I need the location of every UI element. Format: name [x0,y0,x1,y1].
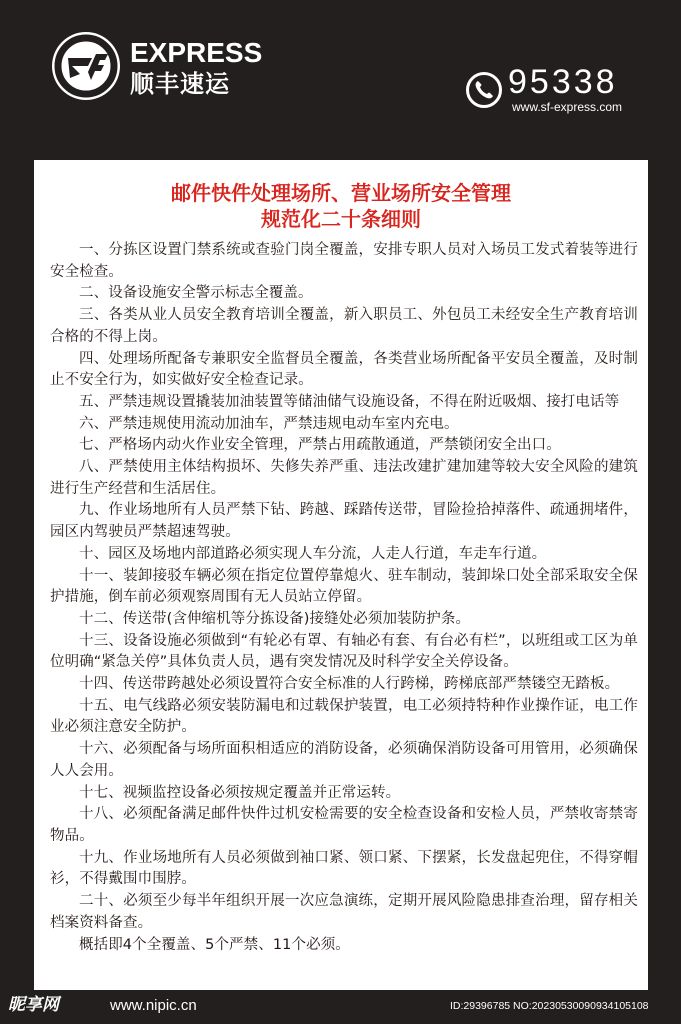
rule-item: 五、严禁违规设置撬装加油装置等储油储气设施设备，不得在附近吸烟、接打电话等 [79,393,620,410]
phone-icon [466,72,502,108]
rule-item: 六、严禁违规使用流动加油车，严禁违规电动车室内充电。 [79,415,459,432]
rule-item: 二十、必须至少每半年组织开展一次应急演练，定期开展风险隐患排查治理，留存相关档案资料备查。 [50,893,638,931]
rule-item: 十九、作业场地所有人员必须做到袖口紧、领口紧、下摆紧，长发盘起兜住，不得穿帽衫，不得戴围巾围脖。 [50,849,638,888]
rule-item: 一、分拣区设置门禁系统或查验门岗全覆盖，安排专职人员对入场员工发式着装等进行安全检查。 [50,242,638,280]
document-title-line1: 邮件快件处理场所、营业场所安全管理 [171,181,511,205]
website-url: www.sf-express.com [512,100,623,114]
rule-item: 十六、必须配备与场所面积相适应的消防设备，必须确保消防设备可用管用，必须确保人人会用。 [50,741,638,779]
watermark-site-logo: 昵享网 [8,995,59,1015]
document-title-line2: 规范化二十条细则 [261,207,421,231]
notice-panel [34,160,648,990]
rule-item: 十二、传送带(含伸缩机等分拣设备)接缝处必须加装防护条。 [79,610,471,627]
rule-summary: 概括即4个全覆盖、5个严禁、11个必须。 [79,936,350,953]
rule-item: 二、设备设施安全警示标志全覆盖。 [79,285,313,302]
rules-list [50,240,638,956]
rule-item: 十一、装卸接驳车辆必须在指定位置停靠熄火、驻车制动，装卸垛口处全部采取安全保护措施，倒车前必须观察周围有无人员站立停留。 [50,567,638,606]
rule-item: 三、各类从业人员安全教育培训全覆盖，新入职员工、外包员工未经安全生产教育培训合格的不得上岗。 [50,307,638,345]
rule-item: 九、作业场地所有人员严禁下钻、跨越、踩踏传送带，冒险捡拾掉落件、疏通拥堵件，园区内驾驶员严禁超速驾驶。 [50,502,638,541]
brand-chinese: 顺丰速运 [130,70,230,98]
rule-item: 十五、电气线路必须安装防漏电和过载保护装置，电工必须持特种作业操作证，电工作业必须注意安全防护。 [50,697,638,736]
rule-item: 四、处理场所配备专兼职安全监督员全覆盖，各类营业场所配备平安员全覆盖，及时制止不安全行为，如实做好安全检查记录。 [50,350,638,389]
rule-item: 十四、传送带跨越处必须设置符合安全标准的人行跨梯，跨梯底部严禁镂空无踏板。 [79,676,620,693]
rule-item: 八、严禁使用主体结构损坏、失修失养严重、违法改建扩建加建等较大安全风险的建筑进行生产经营和生活居住。 [50,459,638,497]
watermark-image-id: ID:29396785 NO:20230530090934105108 [450,1000,649,1012]
rule-item: 十七、视频监控设备必须按规定覆盖并正常运转。 [79,784,401,801]
brand-english: EXPRESS [130,37,263,68]
rule-item: 七、严格场内动火作业安全管理，严禁占用疏散通道，严禁锁闭安全出口。 [79,437,561,454]
watermark-site-url: www.nipic.cn [110,997,197,1014]
rule-item: 十八、必须配备满足邮件快件过机安检需要的安全检查设备和安检人员，严禁收寄禁寄物品。 [50,806,638,844]
sf-logo-icon [52,32,120,100]
header-bar [0,0,681,133]
hotline-number: 95338 [508,63,618,101]
rule-item: 十、园区及场地内部道路必须实现人车分流，人走人行道，车走车行道。 [79,545,547,562]
rule-item: 十三、设备设施必须做到“有轮必有罩、有轴必有套、有台必有栏”，以班组或工区为单位明确“紧急关停”具体负责人员，遇有突发情况及时科学安全关停设备。 [50,632,638,671]
